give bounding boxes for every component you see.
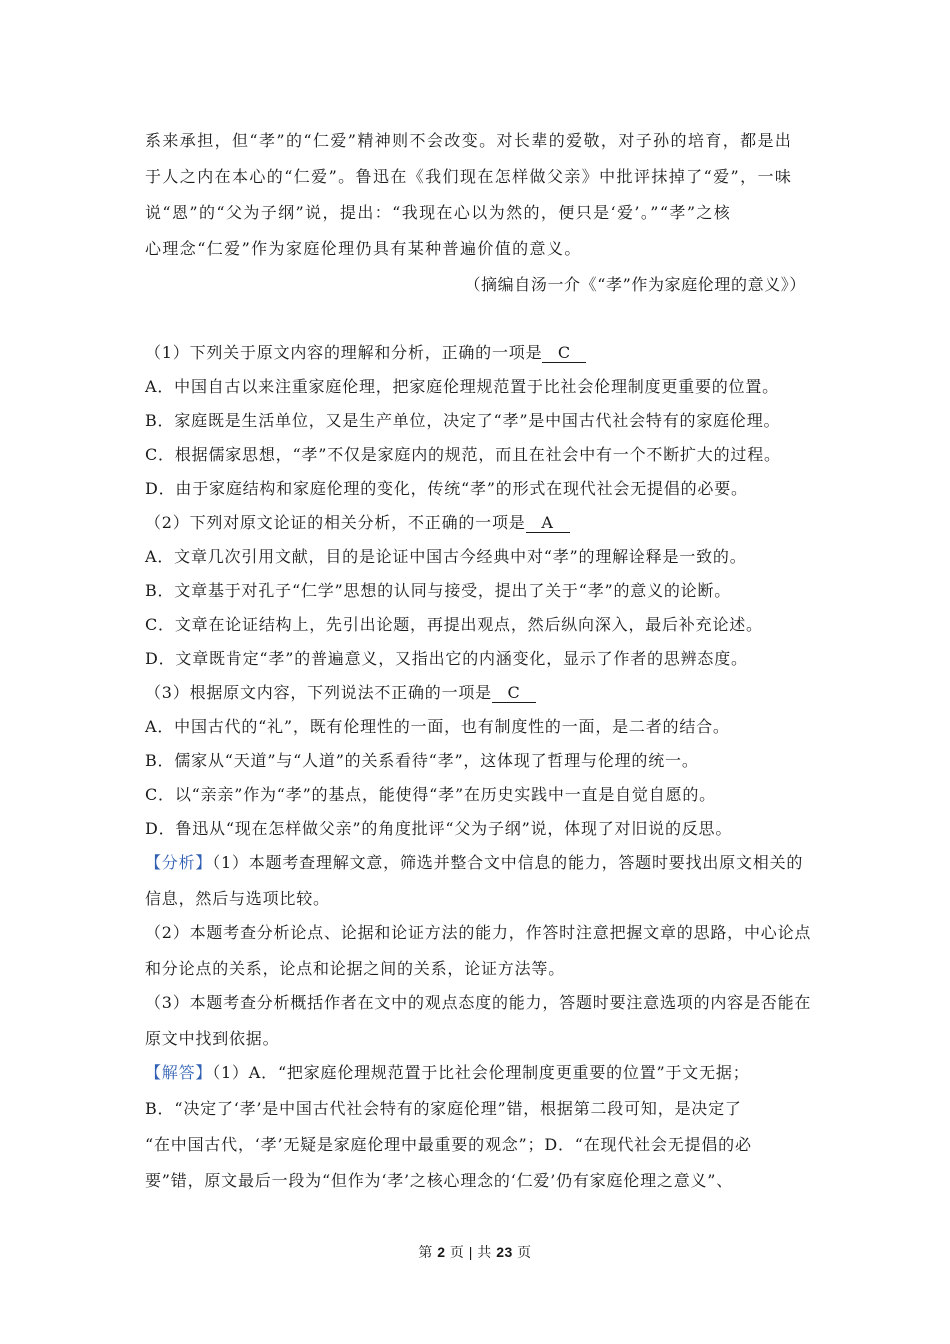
passage-source: （摘编自汤一介《“孝”作为家庭伦理的意义》） bbox=[464, 275, 806, 294]
analysis-line: 原文中找到依据。 bbox=[145, 1029, 280, 1048]
analysis-line: （2）本题考查分析论点、论据和论证方法的能力，作答时注意把握文章的思路，中心论点 bbox=[145, 923, 812, 942]
question-option: C．根据儒家思想，“孝”不仅是家庭内的规范，而且在社会中有一个不断扩大的过程。 bbox=[145, 445, 781, 464]
solution-line: “在中国古代，‘孝’无疑是家庭伦理中最重要的观念”；D．“在现代社会无提倡的必 bbox=[145, 1135, 752, 1154]
question-option: A．中国自古以来注重家庭伦理，把家庭伦理规范置于比社会伦理制度更重要的位置。 bbox=[145, 377, 779, 396]
question-option: B．家庭既是生活单位，又是生产单位，决定了“孝”是中国古代社会特有的家庭伦理。 bbox=[145, 411, 781, 430]
question-option: A．文章几次引用文献，目的是论证中国古今经典中对“孝”的理解诠释是一致的。 bbox=[145, 547, 747, 566]
solution-text: （1）A．“把家庭伦理规范置于比社会伦理制度更重要的位置”于文无据； bbox=[212, 1063, 750, 1082]
page-mid: 页 | 共 bbox=[449, 1244, 492, 1260]
question-stem bbox=[145, 340, 586, 363]
question-stem-text: （2）下列对原文论证的相关分析，不正确的一项是 bbox=[145, 513, 526, 532]
question-option: D．鲁迅从“现在怎样做父亲”的角度批评“父为子纲”说，体现了对旧说的反思。 bbox=[145, 819, 733, 838]
question-option: C．以“亲亲”作为“孝”的基点，能使得“孝”在历史实践中一直是自觉自愿的。 bbox=[145, 785, 716, 804]
analysis-line: （3）本题考查分析概括作者在文中的观点态度的能力，答题时要注意选项的内容是否能在 bbox=[145, 993, 812, 1012]
analysis-text: （1）本题考查理解文意，筛选并整合文中信息的能力，答题时要找出原文相关的 bbox=[212, 853, 804, 872]
question-option: D．由于家庭结构和家庭伦理的变化，传统“孝”的形式在现代社会无提倡的必要。 bbox=[145, 479, 748, 498]
analysis-line: 和分论点的关系，论点和论据之间的关系，论证方法等。 bbox=[145, 959, 566, 978]
answer-blank: C bbox=[492, 684, 536, 703]
question-option: A．中国古代的“礼”，既有伦理性的一面，也有制度性的一面，是二者的结合。 bbox=[145, 717, 730, 736]
analysis-line bbox=[145, 850, 803, 873]
analysis-line: 信息，然后与选项比较。 bbox=[145, 889, 330, 908]
page-footer bbox=[0, 1242, 950, 1262]
page-suffix: 页 bbox=[517, 1244, 532, 1260]
question-option: D．文章既肯定“孝”的普遍意义，又指出它的内涵变化，显示了作者的思辨态度。 bbox=[145, 649, 748, 668]
passage-line: 系来承担，但“孝”的“仁爱”精神则不会改变。对长辈的爱敬，对子孙的培育，都是出 bbox=[145, 131, 793, 150]
solution-tag: 【解答】 bbox=[145, 1063, 213, 1082]
solution-line bbox=[145, 1060, 750, 1083]
question-option: C．文章在论证结构上，先引出论题，再提出观点，然后纵向深入，最后补充论述。 bbox=[145, 615, 763, 634]
passage-line: 心理念“仁爱”作为家庭伦理仍具有某种普遍价值的意义。 bbox=[145, 239, 582, 258]
question-option: B．儒家从“天道”与“人道”的关系看待“孝”，这体现了哲理与伦理的统一。 bbox=[145, 751, 699, 770]
passage-line: 于人之内在本心的“仁爱”。鲁迅在《我们现在怎样做父亲》中批评抹掉了“爱”，一味 bbox=[145, 167, 793, 186]
answer-blank: C bbox=[542, 344, 586, 363]
question-stem bbox=[145, 510, 570, 533]
analysis-tag: 【分析】 bbox=[145, 853, 213, 872]
question-stem-text: （1）下列关于原文内容的理解和分析，正确的一项是 bbox=[145, 343, 543, 362]
solution-line: B．“决定了‘孝’是中国古代社会特有的家庭伦理”错，根据第二段可知，是决定了 bbox=[145, 1099, 742, 1118]
passage-line: 说“恩”的“父为子纲”说，提出：“我现在心以为然的，便只是‘爱’。”“孝”之核 bbox=[145, 203, 732, 222]
page-number: 2 bbox=[437, 1244, 446, 1260]
question-stem bbox=[145, 680, 536, 703]
answer-blank: A bbox=[526, 514, 570, 533]
question-option: B．文章基于对孔子“仁学”思想的认同与接受，提出了关于“孝”的意义的论断。 bbox=[145, 581, 732, 600]
page-prefix: 第 bbox=[418, 1244, 433, 1260]
question-stem-text: （3）根据原文内容，下列说法不正确的一项是 bbox=[145, 683, 492, 702]
page-total: 23 bbox=[496, 1244, 513, 1260]
solution-line: 要”错，原文最后一段为“但作为‘孝’之核心理念的‘仁爱’仍有家庭伦理之意义”、 bbox=[145, 1171, 734, 1190]
